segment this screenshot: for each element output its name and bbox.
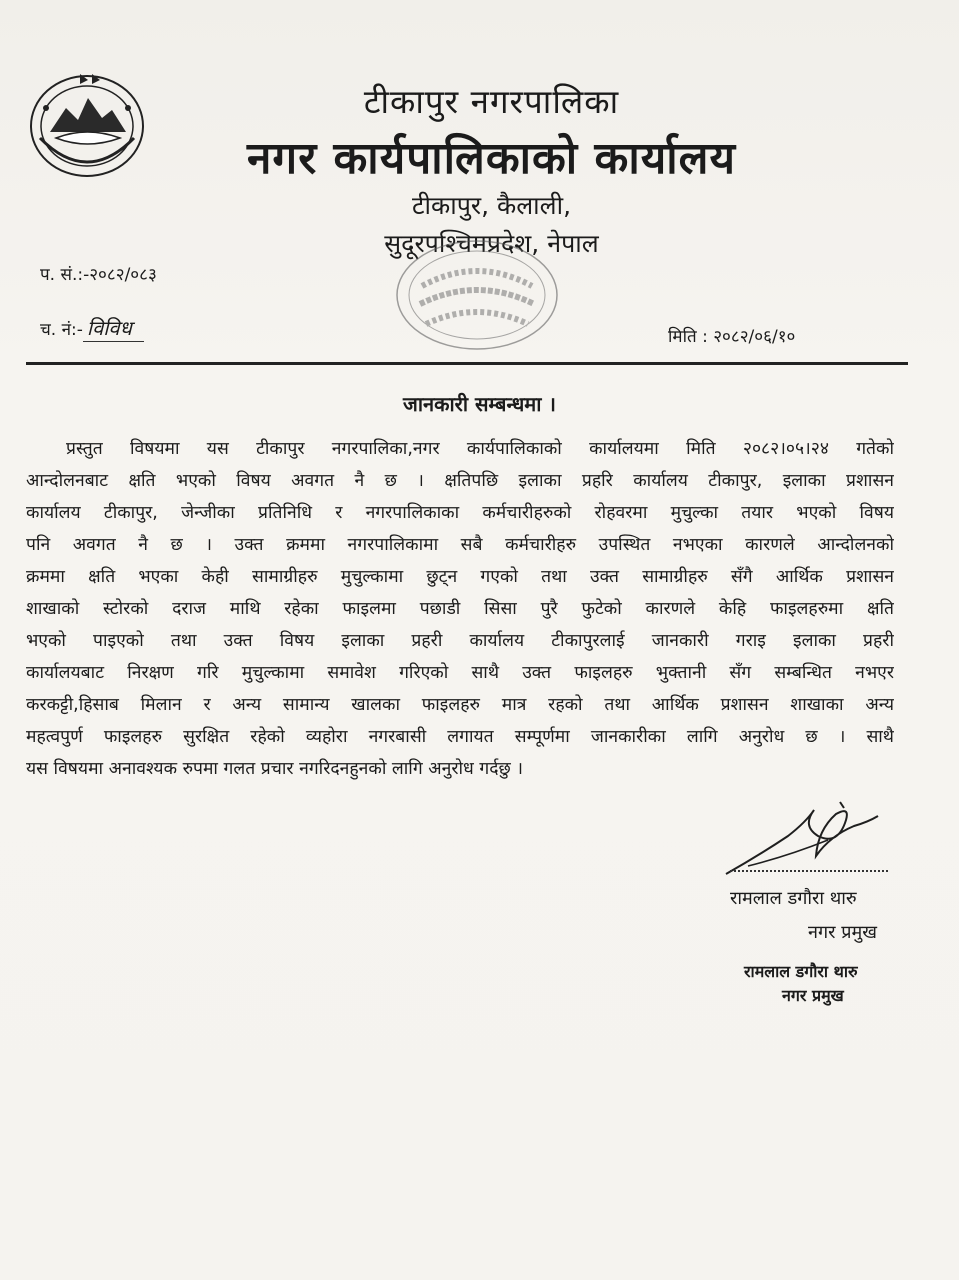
dispatch-value: विविध	[83, 314, 144, 342]
letter-body	[26, 433, 894, 785]
dispatch-number	[40, 314, 144, 342]
body-line: क्रममा क्षति भएका केही सामाग्रीहरु मुचुल्कामा छुट्न गएको तथा उक्त सामाग्रीहरु सँगै आर्थिक प्रशासन	[26, 567, 894, 587]
signature-line	[730, 870, 888, 872]
body-line: आन्दोलनबाट क्षति भएको विषय अवगत नै छ । क्षतिपछि इलाका प्रहरि कार्यालय टीकापुर, इलाका प्रशासन	[26, 471, 894, 491]
stamp-designation: नगर प्रमुख	[782, 986, 844, 1005]
body-line: यस विषयमा अनावश्यक रुपमा गलत प्रचार नगरिदनहुनको लागि अनुरोध गर्दछु ।	[26, 759, 523, 779]
body-line: महत्वपुर्ण फाइलहरु सुरक्षित रहेको व्यहोरा नगरबासी लगायत सम्पूर्णमा जानकारीका लागि अनुरोध छ । साथै	[26, 727, 894, 747]
office-name: नगर कार्यपालिकाको कार्यालय	[247, 133, 736, 184]
address-line-2: सुदूरपश्चिमप्रदेश, नेपाल	[384, 229, 599, 258]
signatory-designation: नगर प्रमुख	[808, 922, 877, 943]
body-line: शाखाको स्टोरको दराज माथि रहेका फाइलमा पछाडी सिसा पुरै फुटेको कारणले केहि फाइलहरुमा क्षति	[26, 599, 894, 619]
body-line: कार्यालयबाट निरक्षण गरि मुचुल्कामा समावेश गरिएको साथै उक्त फाइलहरु भुक्तानी सँग सम्बन्धित नभएर	[26, 663, 894, 683]
signatory-name: रामलाल डगौरा थारु	[730, 888, 857, 909]
stamp-name: रामलाल डगौरा थारु	[744, 962, 858, 981]
letter-number: प. सं.:-२०८२/०८३	[40, 265, 157, 285]
address-line-1: टीकापुर, कैलाली,	[411, 191, 572, 220]
dispatch-label: च. नं:-	[40, 320, 83, 340]
header-divider	[26, 362, 908, 365]
body-line: पनि अवगत नै छ । उक्त क्रममा नगरपालिकामा सबै कर्मचारीहरु उपस्थित नभएका कारणले आन्दोलनको	[26, 535, 894, 555]
subject-line: जानकारी सम्बन्धमा ।	[403, 392, 556, 416]
municipality-name: टीकापुर नगरपालिका	[363, 82, 620, 121]
office-seal-stamp	[392, 236, 562, 354]
body-line: प्रस्तुत विषयमा यस टीकापुर नगरपालिका,नगर कार्यपालिकाको कार्यालयमा मिति २०८२।०५।२४ गतेको	[66, 439, 894, 459]
body-line: भएको पाइएको तथा उक्त विषय इलाका प्रहरी कार्यालय टीकापुरलाई जानकारी गराइ इलाका प्रहरी	[26, 631, 894, 651]
body-line: करकट्टी,हिसाब मिलान र अन्य सामान्य खालका फाइलहरु मात्र रहको तथा आर्थिक प्रशासन शाखाका अन्य	[26, 695, 894, 715]
letter-date: मिति : २०८२/०६/१०	[668, 327, 796, 347]
body-line: कार्यालय टीकापुर, जेन्जीका प्रतिनिधि र नगरपालिकाका कर्मचारीहरुको रोहवरमा मुचुल्का तयार भएको विषय	[26, 503, 894, 523]
